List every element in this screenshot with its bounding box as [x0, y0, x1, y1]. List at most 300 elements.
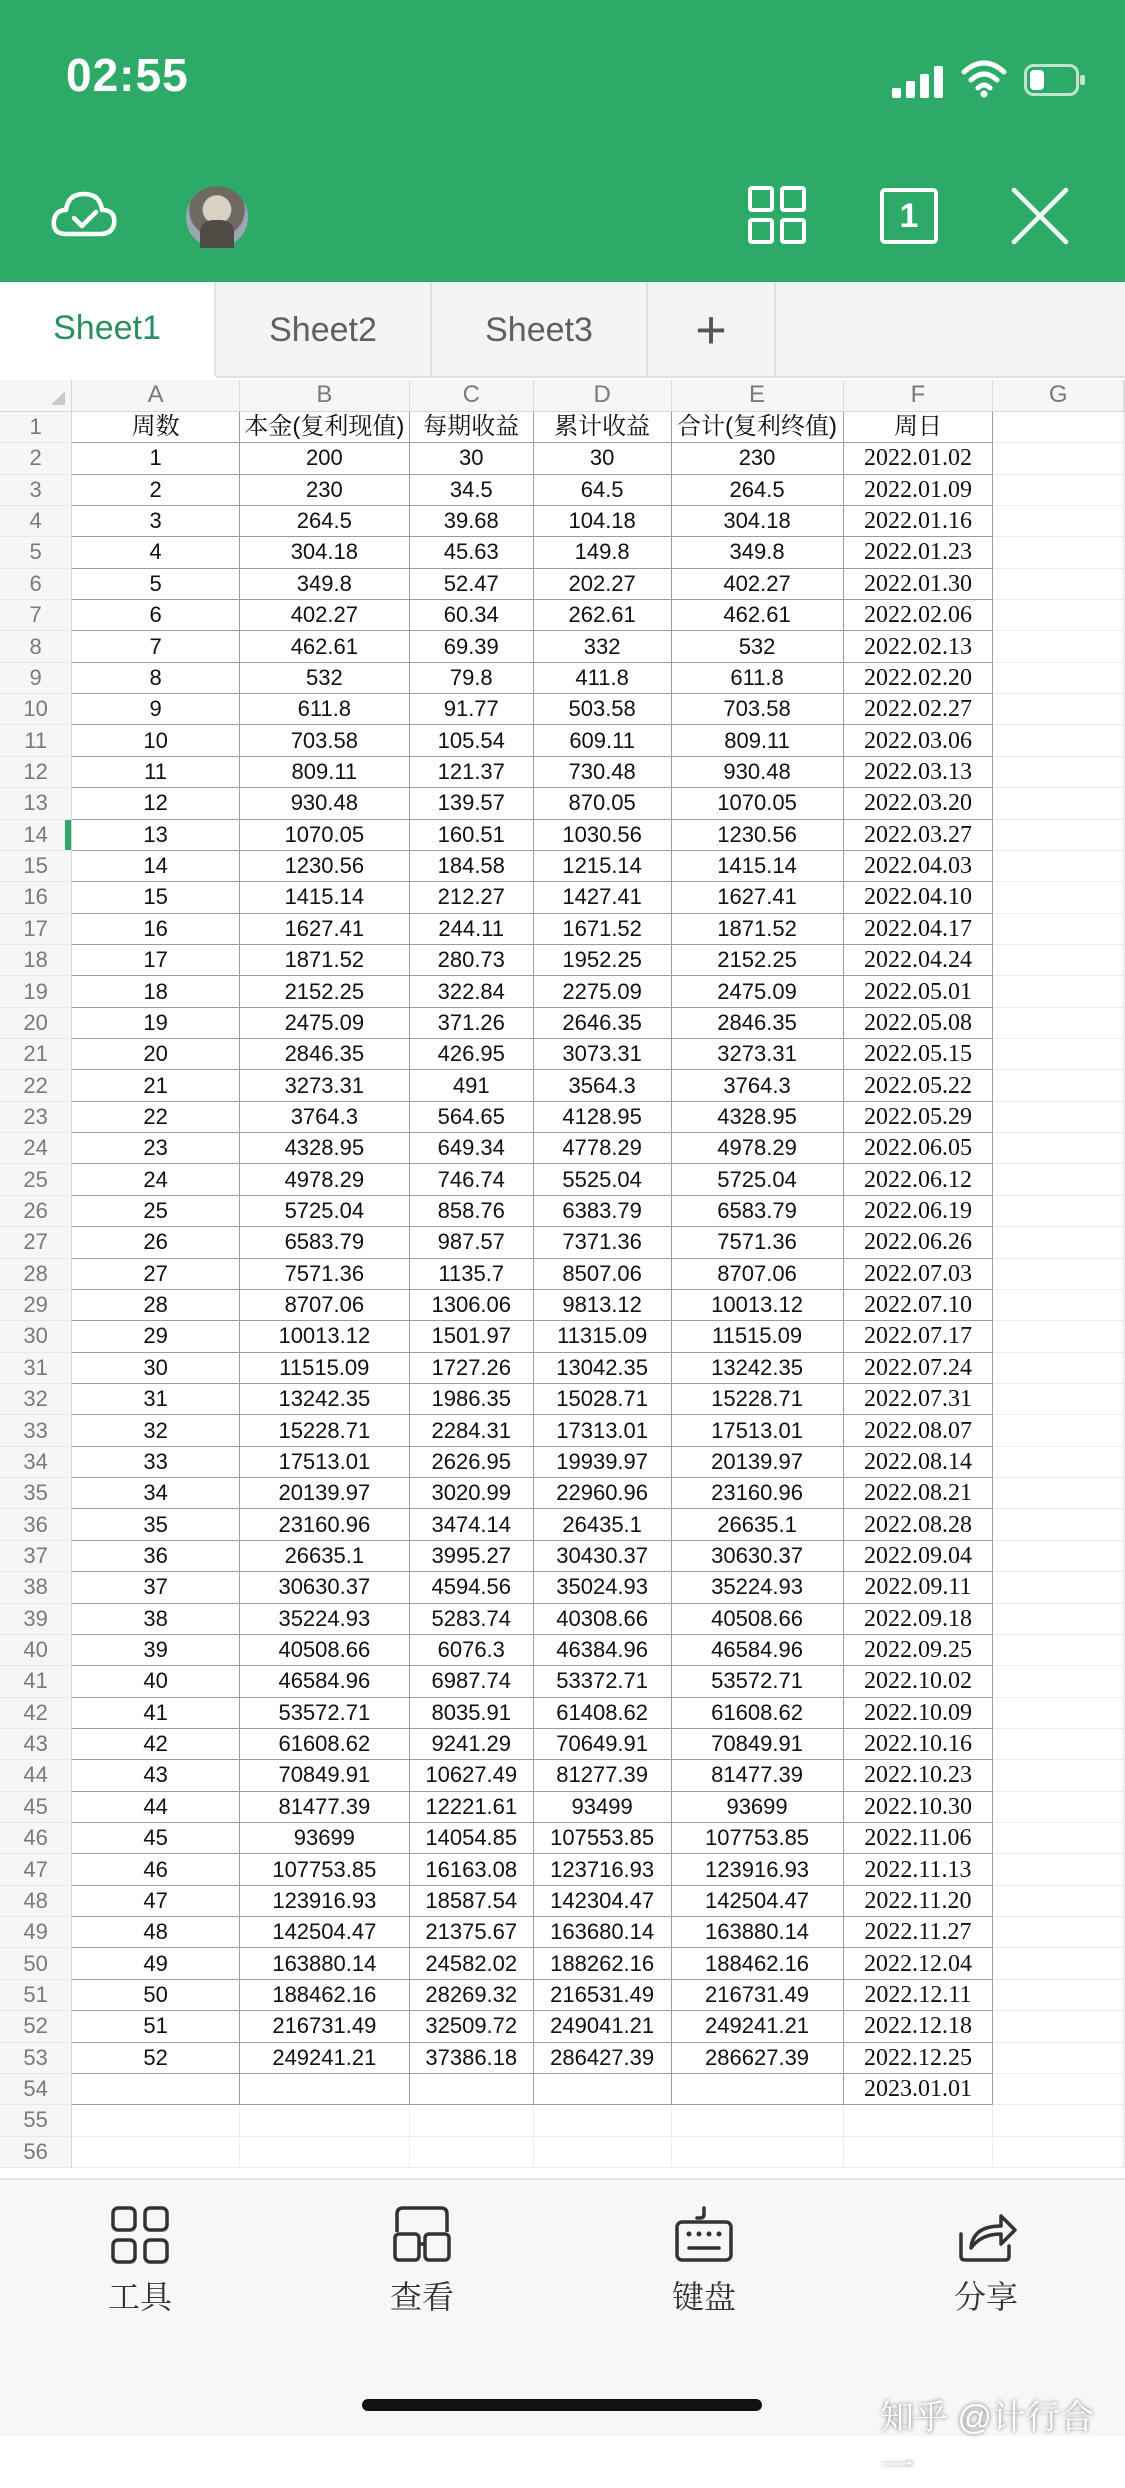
- cell[interactable]: 30: [409, 443, 533, 474]
- cell[interactable]: 28: [72, 1289, 240, 1320]
- cell[interactable]: 149.8: [533, 537, 671, 568]
- cell[interactable]: 230: [239, 474, 409, 505]
- cell[interactable]: 107753.85: [239, 1854, 409, 1885]
- cell[interactable]: [993, 1540, 1124, 1571]
- cell[interactable]: 2475.09: [239, 1007, 409, 1038]
- cell[interactable]: [993, 1289, 1124, 1320]
- cell[interactable]: 809.11: [671, 725, 843, 756]
- row-number[interactable]: 14: [0, 819, 72, 850]
- cell[interactable]: 532: [671, 631, 843, 662]
- row-number[interactable]: 46: [0, 1823, 72, 1854]
- cell[interactable]: 104.18: [533, 505, 671, 536]
- cell[interactable]: 2022.11.27: [843, 1917, 993, 1948]
- cell[interactable]: 2022.04.03: [843, 850, 993, 881]
- row-number[interactable]: 6: [0, 568, 72, 599]
- tab-sheet3[interactable]: Sheet3: [432, 282, 648, 378]
- cell[interactable]: [1124, 1917, 1125, 1948]
- cell[interactable]: 809.11: [239, 756, 409, 787]
- cell[interactable]: [993, 788, 1124, 819]
- row-number[interactable]: 35: [0, 1478, 72, 1509]
- cell[interactable]: 9: [72, 694, 240, 725]
- cell[interactable]: 4328.95: [671, 1101, 843, 1132]
- cell[interactable]: 1415.14: [671, 850, 843, 881]
- cell[interactable]: 426.95: [409, 1039, 533, 1070]
- row-number[interactable]: 9: [0, 662, 72, 693]
- cell[interactable]: 7371.36: [533, 1227, 671, 1258]
- row-number[interactable]: 51: [0, 1979, 72, 2010]
- cell[interactable]: [1124, 1195, 1125, 1226]
- cell[interactable]: [1124, 725, 1125, 756]
- cell[interactable]: 70849.91: [239, 1760, 409, 1791]
- cell[interactable]: [993, 913, 1124, 944]
- cell[interactable]: 858.76: [409, 1195, 533, 1226]
- cell[interactable]: 2022.09.25: [843, 1634, 993, 1665]
- cell[interactable]: 17: [72, 944, 240, 975]
- cell[interactable]: 48: [72, 1917, 240, 1948]
- cell[interactable]: 30630.37: [239, 1572, 409, 1603]
- cell[interactable]: [1124, 1603, 1125, 1634]
- cell[interactable]: [993, 1384, 1124, 1415]
- cell[interactable]: 20: [72, 1039, 240, 1070]
- cell[interactable]: [409, 2136, 533, 2167]
- cell[interactable]: [993, 1791, 1124, 1822]
- cell[interactable]: 2022.06.05: [843, 1133, 993, 1164]
- cell[interactable]: 70649.91: [533, 1728, 671, 1759]
- cell[interactable]: 5: [72, 568, 240, 599]
- cell[interactable]: 12221.61: [409, 1791, 533, 1822]
- cell[interactable]: [993, 631, 1124, 662]
- cell[interactable]: 13: [72, 819, 240, 850]
- cell[interactable]: 22: [72, 1101, 240, 1132]
- cell[interactable]: [72, 2105, 240, 2136]
- cell[interactable]: 491: [409, 1070, 533, 1101]
- cell[interactable]: 1952.25: [533, 944, 671, 975]
- cell[interactable]: 703.58: [239, 725, 409, 756]
- cell[interactable]: [671, 2105, 843, 2136]
- cell[interactable]: 1070.05: [671, 788, 843, 819]
- cell[interactable]: [1124, 1289, 1125, 1320]
- cell[interactable]: 47: [72, 1885, 240, 1916]
- column-header-extra[interactable]: [1124, 380, 1125, 411]
- cell[interactable]: [671, 2073, 843, 2104]
- cell[interactable]: [1124, 1948, 1125, 1979]
- cell[interactable]: [993, 1101, 1124, 1132]
- cell[interactable]: [993, 1070, 1124, 1101]
- cell[interactable]: [993, 1258, 1124, 1289]
- cell[interactable]: 35: [72, 1509, 240, 1540]
- cell[interactable]: 2646.35: [533, 1007, 671, 1038]
- cell[interactable]: 27: [72, 1258, 240, 1289]
- cell[interactable]: [993, 1572, 1124, 1603]
- cell[interactable]: [993, 1415, 1124, 1446]
- cell[interactable]: [1124, 976, 1125, 1007]
- cell[interactable]: [843, 2136, 993, 2167]
- cell[interactable]: 371.26: [409, 1007, 533, 1038]
- cell[interactable]: 930.48: [671, 756, 843, 787]
- cell[interactable]: [993, 1854, 1124, 1885]
- cell[interactable]: 2022.02.06: [843, 600, 993, 631]
- cell[interactable]: 20139.97: [671, 1446, 843, 1477]
- cell[interactable]: 64.5: [533, 474, 671, 505]
- cell[interactable]: [72, 2073, 240, 2104]
- cell[interactable]: [1124, 631, 1125, 662]
- cell[interactable]: 2152.25: [239, 976, 409, 1007]
- add-sheet-button[interactable]: +: [648, 282, 776, 378]
- cell[interactable]: 2022.02.27: [843, 694, 993, 725]
- cell[interactable]: 1415.14: [239, 882, 409, 913]
- row-number[interactable]: 28: [0, 1258, 72, 1289]
- cell[interactable]: 32: [72, 1415, 240, 1446]
- cell[interactable]: [993, 2136, 1124, 2167]
- cell[interactable]: [993, 2042, 1124, 2073]
- cell[interactable]: 10: [72, 725, 240, 756]
- column-header-d[interactable]: D: [533, 380, 671, 411]
- cell[interactable]: 2022.10.30: [843, 1791, 993, 1822]
- cell[interactable]: 16163.08: [409, 1854, 533, 1885]
- cell[interactable]: [993, 1478, 1124, 1509]
- cell[interactable]: 31: [72, 1384, 240, 1415]
- cell[interactable]: 周日: [843, 411, 993, 442]
- cell[interactable]: [72, 2136, 240, 2167]
- cell[interactable]: 2022.09.18: [843, 1603, 993, 1634]
- cell[interactable]: 17313.01: [533, 1415, 671, 1446]
- cell[interactable]: 1135.7: [409, 1258, 533, 1289]
- cell[interactable]: 1986.35: [409, 1384, 533, 1415]
- cell[interactable]: 2022.05.08: [843, 1007, 993, 1038]
- cell[interactable]: 2022.06.19: [843, 1195, 993, 1226]
- cell[interactable]: 19939.97: [533, 1446, 671, 1477]
- cell[interactable]: [993, 1227, 1124, 1258]
- cell[interactable]: 2022.06.26: [843, 1227, 993, 1258]
- row-number[interactable]: 29: [0, 1289, 72, 1320]
- cell[interactable]: 40: [72, 1666, 240, 1697]
- row-number[interactable]: 17: [0, 913, 72, 944]
- cell[interactable]: 38: [72, 1603, 240, 1634]
- cell[interactable]: 37: [72, 1572, 240, 1603]
- cell[interactable]: 2022.12.25: [843, 2042, 993, 2073]
- row-number[interactable]: 1: [0, 411, 72, 442]
- cell[interactable]: [1124, 1509, 1125, 1540]
- cell[interactable]: 3020.99: [409, 1478, 533, 1509]
- share-button[interactable]: [906, 2204, 1066, 2314]
- cell[interactable]: 40308.66: [533, 1603, 671, 1634]
- cell[interactable]: 1501.97: [409, 1321, 533, 1352]
- column-header-f[interactable]: F: [843, 380, 993, 411]
- row-number[interactable]: 52: [0, 2011, 72, 2042]
- cell[interactable]: [993, 1979, 1124, 2010]
- cell[interactable]: [1124, 882, 1125, 913]
- cell[interactable]: 30630.37: [671, 1540, 843, 1571]
- cell[interactable]: 2022.12.11: [843, 1979, 993, 2010]
- cell[interactable]: 163880.14: [239, 1948, 409, 1979]
- cell[interactable]: 2022.01.02: [843, 443, 993, 474]
- cell[interactable]: [1124, 1415, 1125, 1446]
- cell[interactable]: 2022.12.04: [843, 1948, 993, 1979]
- cell[interactable]: 6076.3: [409, 1634, 533, 1665]
- cell[interactable]: 2284.31: [409, 1415, 533, 1446]
- row-number[interactable]: 49: [0, 1917, 72, 1948]
- cell[interactable]: 34: [72, 1478, 240, 1509]
- cell[interactable]: 28269.32: [409, 1979, 533, 2010]
- cell[interactable]: 21375.67: [409, 1917, 533, 1948]
- cell[interactable]: [1124, 1666, 1125, 1697]
- cell[interactable]: 286427.39: [533, 2042, 671, 2073]
- cell[interactable]: 37386.18: [409, 2042, 533, 2073]
- cell[interactable]: [993, 1195, 1124, 1226]
- cell[interactable]: 2022.01.09: [843, 474, 993, 505]
- cell[interactable]: 30: [533, 443, 671, 474]
- cell[interactable]: [993, 1164, 1124, 1195]
- row-number[interactable]: 41: [0, 1666, 72, 1697]
- cell[interactable]: 4: [72, 537, 240, 568]
- cell[interactable]: 周数: [72, 411, 240, 442]
- home-indicator[interactable]: [362, 2399, 762, 2411]
- cell[interactable]: 123716.93: [533, 1854, 671, 1885]
- cell[interactable]: 53572.71: [239, 1697, 409, 1728]
- cell[interactable]: 46584.96: [239, 1666, 409, 1697]
- cell[interactable]: 184.58: [409, 850, 533, 881]
- cell[interactable]: 3564.3: [533, 1070, 671, 1101]
- cell[interactable]: 7571.36: [671, 1227, 843, 1258]
- cell[interactable]: 2022.11.13: [843, 1854, 993, 1885]
- cell[interactable]: [1124, 1728, 1125, 1759]
- cell[interactable]: 107553.85: [533, 1823, 671, 1854]
- cell[interactable]: 13242.35: [239, 1384, 409, 1415]
- cell[interactable]: [1124, 756, 1125, 787]
- cell[interactable]: 18587.54: [409, 1885, 533, 1916]
- cell[interactable]: 26: [72, 1227, 240, 1258]
- cell[interactable]: [1124, 2011, 1125, 2042]
- row-number[interactable]: 20: [0, 1007, 72, 1038]
- cell[interactable]: 286627.39: [671, 2042, 843, 2073]
- cell[interactable]: [1124, 505, 1125, 536]
- cell[interactable]: 1871.52: [671, 913, 843, 944]
- cell[interactable]: 26635.1: [239, 1540, 409, 1571]
- cell[interactable]: 3474.14: [409, 1509, 533, 1540]
- cell[interactable]: 17513.01: [239, 1446, 409, 1477]
- cell[interactable]: 61408.62: [533, 1697, 671, 1728]
- cell[interactable]: 2022.12.18: [843, 2011, 993, 2042]
- row-number[interactable]: 26: [0, 1195, 72, 1226]
- row-number[interactable]: 10: [0, 694, 72, 725]
- cell[interactable]: 160.51: [409, 819, 533, 850]
- cell[interactable]: 349.8: [671, 537, 843, 568]
- cell[interactable]: 202.27: [533, 568, 671, 599]
- grid-view-button[interactable]: [748, 186, 806, 244]
- row-number[interactable]: 56: [0, 2136, 72, 2167]
- cell[interactable]: 61608.62: [671, 1697, 843, 1728]
- cell[interactable]: 46584.96: [671, 1634, 843, 1665]
- cell[interactable]: 1070.05: [239, 819, 409, 850]
- cell[interactable]: [993, 1728, 1124, 1759]
- cell[interactable]: 81477.39: [671, 1760, 843, 1791]
- cell[interactable]: 11515.09: [239, 1352, 409, 1383]
- cell[interactable]: 35024.93: [533, 1572, 671, 1603]
- cell[interactable]: 33: [72, 1446, 240, 1477]
- cell[interactable]: 2022.02.13: [843, 631, 993, 662]
- cell[interactable]: 163880.14: [671, 1917, 843, 1948]
- cell[interactable]: [993, 1948, 1124, 1979]
- row-number[interactable]: 13: [0, 788, 72, 819]
- cell[interactable]: [1124, 1634, 1125, 1665]
- cell[interactable]: 52: [72, 2042, 240, 2073]
- cell[interactable]: [1124, 694, 1125, 725]
- cell[interactable]: 34.5: [409, 474, 533, 505]
- cell[interactable]: 46: [72, 1854, 240, 1885]
- row-number[interactable]: 44: [0, 1760, 72, 1791]
- cell[interactable]: [1124, 1446, 1125, 1477]
- cell[interactable]: 24: [72, 1164, 240, 1195]
- cell[interactable]: 1215.14: [533, 850, 671, 881]
- cell[interactable]: [1124, 850, 1125, 881]
- row-number[interactable]: 18: [0, 944, 72, 975]
- cell[interactable]: [533, 2105, 671, 2136]
- cell[interactable]: 40508.66: [239, 1634, 409, 1665]
- cell[interactable]: 93699: [239, 1823, 409, 1854]
- cell[interactable]: 402.27: [239, 600, 409, 631]
- cell[interactable]: [993, 2011, 1124, 2042]
- cell[interactable]: 8707.06: [239, 1289, 409, 1320]
- cell[interactable]: 870.05: [533, 788, 671, 819]
- cell[interactable]: 532: [239, 662, 409, 693]
- cell[interactable]: 4328.95: [239, 1133, 409, 1164]
- cell[interactable]: [1124, 1854, 1125, 1885]
- cell[interactable]: 3273.31: [239, 1070, 409, 1101]
- cell[interactable]: 1306.06: [409, 1289, 533, 1320]
- cell[interactable]: [533, 2073, 671, 2104]
- cell[interactable]: 合计(复利终值): [671, 411, 843, 442]
- cell[interactable]: 3764.3: [239, 1101, 409, 1132]
- cell[interactable]: 51: [72, 2011, 240, 2042]
- cell[interactable]: 142504.47: [671, 1885, 843, 1916]
- cell[interactable]: [993, 819, 1124, 850]
- cell[interactable]: 402.27: [671, 568, 843, 599]
- cell[interactable]: 4128.95: [533, 1101, 671, 1132]
- cell[interactable]: 16: [72, 913, 240, 944]
- cell[interactable]: 332: [533, 631, 671, 662]
- cell[interactable]: [993, 944, 1124, 975]
- cell[interactable]: 15: [72, 882, 240, 913]
- keyboard-button[interactable]: [624, 2204, 784, 2314]
- cell[interactable]: 8507.06: [533, 1258, 671, 1289]
- cell[interactable]: [993, 2073, 1124, 2104]
- cell[interactable]: 188462.16: [239, 1979, 409, 2010]
- cell[interactable]: 2023.01.01: [843, 2073, 993, 2104]
- cell[interactable]: [993, 474, 1124, 505]
- cell[interactable]: [993, 600, 1124, 631]
- cell[interactable]: 24582.02: [409, 1948, 533, 1979]
- cell[interactable]: 2275.09: [533, 976, 671, 1007]
- cell[interactable]: [993, 850, 1124, 881]
- cell[interactable]: 7: [72, 631, 240, 662]
- row-number[interactable]: 40: [0, 1634, 72, 1665]
- cell[interactable]: 462.61: [671, 600, 843, 631]
- cell[interactable]: 45: [72, 1823, 240, 1854]
- cell[interactable]: 50: [72, 1979, 240, 2010]
- cell[interactable]: 703.58: [671, 694, 843, 725]
- cell[interactable]: 7571.36: [239, 1258, 409, 1289]
- row-number[interactable]: 3: [0, 474, 72, 505]
- cell[interactable]: 91.77: [409, 694, 533, 725]
- cell[interactable]: 2022.04.24: [843, 944, 993, 975]
- cell[interactable]: 2022.03.20: [843, 788, 993, 819]
- cell[interactable]: 2022.01.30: [843, 568, 993, 599]
- cell[interactable]: 4778.29: [533, 1133, 671, 1164]
- cell[interactable]: [1124, 537, 1125, 568]
- row-number[interactable]: 54: [0, 2073, 72, 2104]
- cell[interactable]: 2022.02.20: [843, 662, 993, 693]
- cell[interactable]: [533, 2136, 671, 2167]
- cell[interactable]: [1124, 2105, 1125, 2136]
- cell[interactable]: 1727.26: [409, 1352, 533, 1383]
- cell[interactable]: 42: [72, 1728, 240, 1759]
- cell[interactable]: [993, 694, 1124, 725]
- cell[interactable]: 1: [72, 443, 240, 474]
- cell[interactable]: 264.5: [671, 474, 843, 505]
- cell[interactable]: 1671.52: [533, 913, 671, 944]
- row-number[interactable]: 16: [0, 882, 72, 913]
- cell[interactable]: [1124, 1572, 1125, 1603]
- cell[interactable]: 6383.79: [533, 1195, 671, 1226]
- cell[interactable]: 2022.08.21: [843, 1478, 993, 1509]
- cell[interactable]: 5283.74: [409, 1603, 533, 1634]
- cell[interactable]: 18: [72, 976, 240, 1007]
- column-header-b[interactable]: B: [239, 380, 409, 411]
- cell[interactable]: 8035.91: [409, 1697, 533, 1728]
- row-number[interactable]: 23: [0, 1101, 72, 1132]
- row-number[interactable]: 12: [0, 756, 72, 787]
- cell[interactable]: 23160.96: [239, 1509, 409, 1540]
- cell[interactable]: [993, 411, 1124, 442]
- cell[interactable]: 69.39: [409, 631, 533, 662]
- row-number[interactable]: 34: [0, 1446, 72, 1477]
- row-number[interactable]: 50: [0, 1948, 72, 1979]
- cell[interactable]: [993, 1823, 1124, 1854]
- cell[interactable]: [993, 1885, 1124, 1916]
- cell[interactable]: 2022.10.23: [843, 1760, 993, 1791]
- cell[interactable]: 30430.37: [533, 1540, 671, 1571]
- cell[interactable]: [993, 1039, 1124, 1070]
- cell[interactable]: [993, 976, 1124, 1007]
- row-number[interactable]: 39: [0, 1603, 72, 1634]
- cell[interactable]: 15228.71: [671, 1384, 843, 1415]
- cell[interactable]: [843, 2105, 993, 2136]
- cell[interactable]: [1124, 1352, 1125, 1383]
- cell[interactable]: [1124, 474, 1125, 505]
- cell[interactable]: [1124, 1760, 1125, 1791]
- cell[interactable]: 2022.07.31: [843, 1384, 993, 1415]
- row-number[interactable]: 4: [0, 505, 72, 536]
- cell[interactable]: [993, 568, 1124, 599]
- cell[interactable]: 2022.01.23: [843, 537, 993, 568]
- cell[interactable]: 14054.85: [409, 1823, 533, 1854]
- row-number[interactable]: 7: [0, 600, 72, 631]
- cell[interactable]: 3995.27: [409, 1540, 533, 1571]
- cell[interactable]: 2022.09.11: [843, 1572, 993, 1603]
- avatar[interactable]: [186, 186, 248, 248]
- row-number[interactable]: 53: [0, 2042, 72, 2073]
- cell[interactable]: 2022.10.02: [843, 1666, 993, 1697]
- row-number[interactable]: 21: [0, 1039, 72, 1070]
- cell[interactable]: 2022.07.03: [843, 1258, 993, 1289]
- cell[interactable]: 11515.09: [671, 1321, 843, 1352]
- cell[interactable]: [993, 1760, 1124, 1791]
- cell[interactable]: 649.34: [409, 1133, 533, 1164]
- cell[interactable]: [1124, 600, 1125, 631]
- row-number[interactable]: 32: [0, 1384, 72, 1415]
- cell[interactable]: [993, 1509, 1124, 1540]
- column-header-a[interactable]: A: [72, 380, 240, 411]
